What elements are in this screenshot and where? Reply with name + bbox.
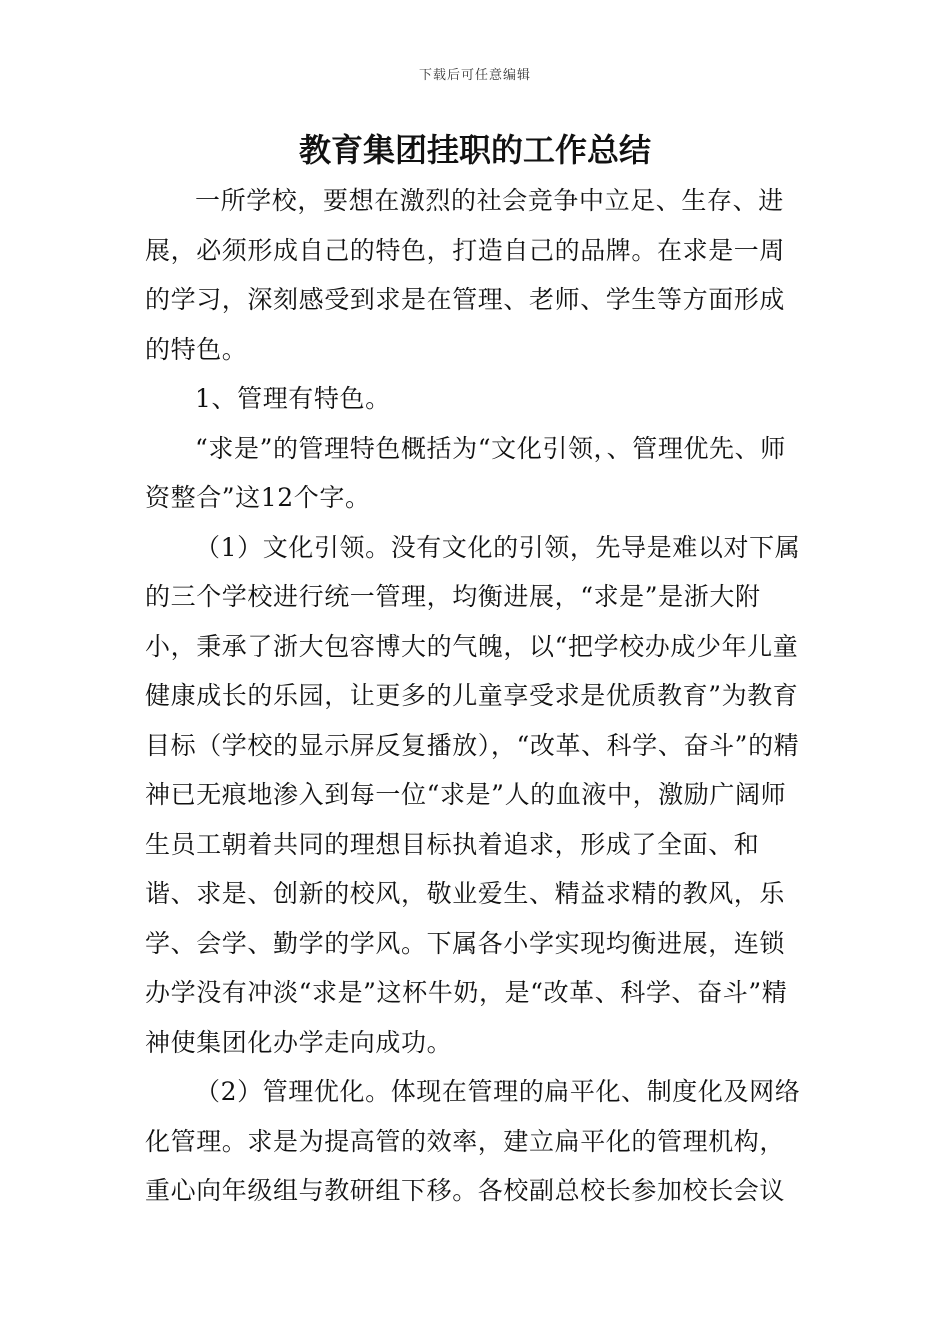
paragraph-culture-leading: （1）文化引领。没有文化的引领，先导是难以对下属的三个学校进行统一管理，均衡进展，“求是”是浙大附小，秉承了浙大包容博大的气魄，以“把学校办成少年儿童健康成长的乐园，让更多的儿童享受求是优质教育”为教育目标（学校的显示屏反复播放），“改革、科学、奋斗”的精神已无痕地渗入到每一位“求是”人的血液中，激励广阔师生员工朝着共同的理想目标执着追求，形成了全面、和谐、求是、创新的校风，敬业爱生、精益求精的教风，乐学、会学、勤学的学风。下属各小学实现均衡进展，连锁办学没有冲淡“求是”这杯牛奶，是“改革、科学、奋斗”精神使集团化办学走向成功。 (145, 532, 801, 1057)
paragraph-management-summary: “求是”的管理特色概括为“文化引领，、管理优先、师资整合”这12个字。 (145, 433, 786, 512)
section-heading-management: 1、管理有特色。 (195, 384, 391, 413)
page-header-note: 下载后可任意编辑 (418, 68, 531, 83)
document-body (145, 176, 810, 1216)
paragraph-management-optimization: （2）管理优化。体现在管理的扁平化、制度化及网络化管理。求是为提高管的效率，建立扁平化的管理机构，重心向年级组与教研组下移。各校副总校长参加校长会议 (145, 1077, 801, 1205)
document-title: 教育集团挂职的工作总结 (298, 131, 651, 169)
paragraph-intro: 一所学校，要想在激烈的社会竞争中立足、生存、进展，必须形成自己的特色，打造自己的品牌。在求是一周的学习，深刻感受到求是在管理、老师、学生等方面形成的特色。 (145, 186, 786, 364)
